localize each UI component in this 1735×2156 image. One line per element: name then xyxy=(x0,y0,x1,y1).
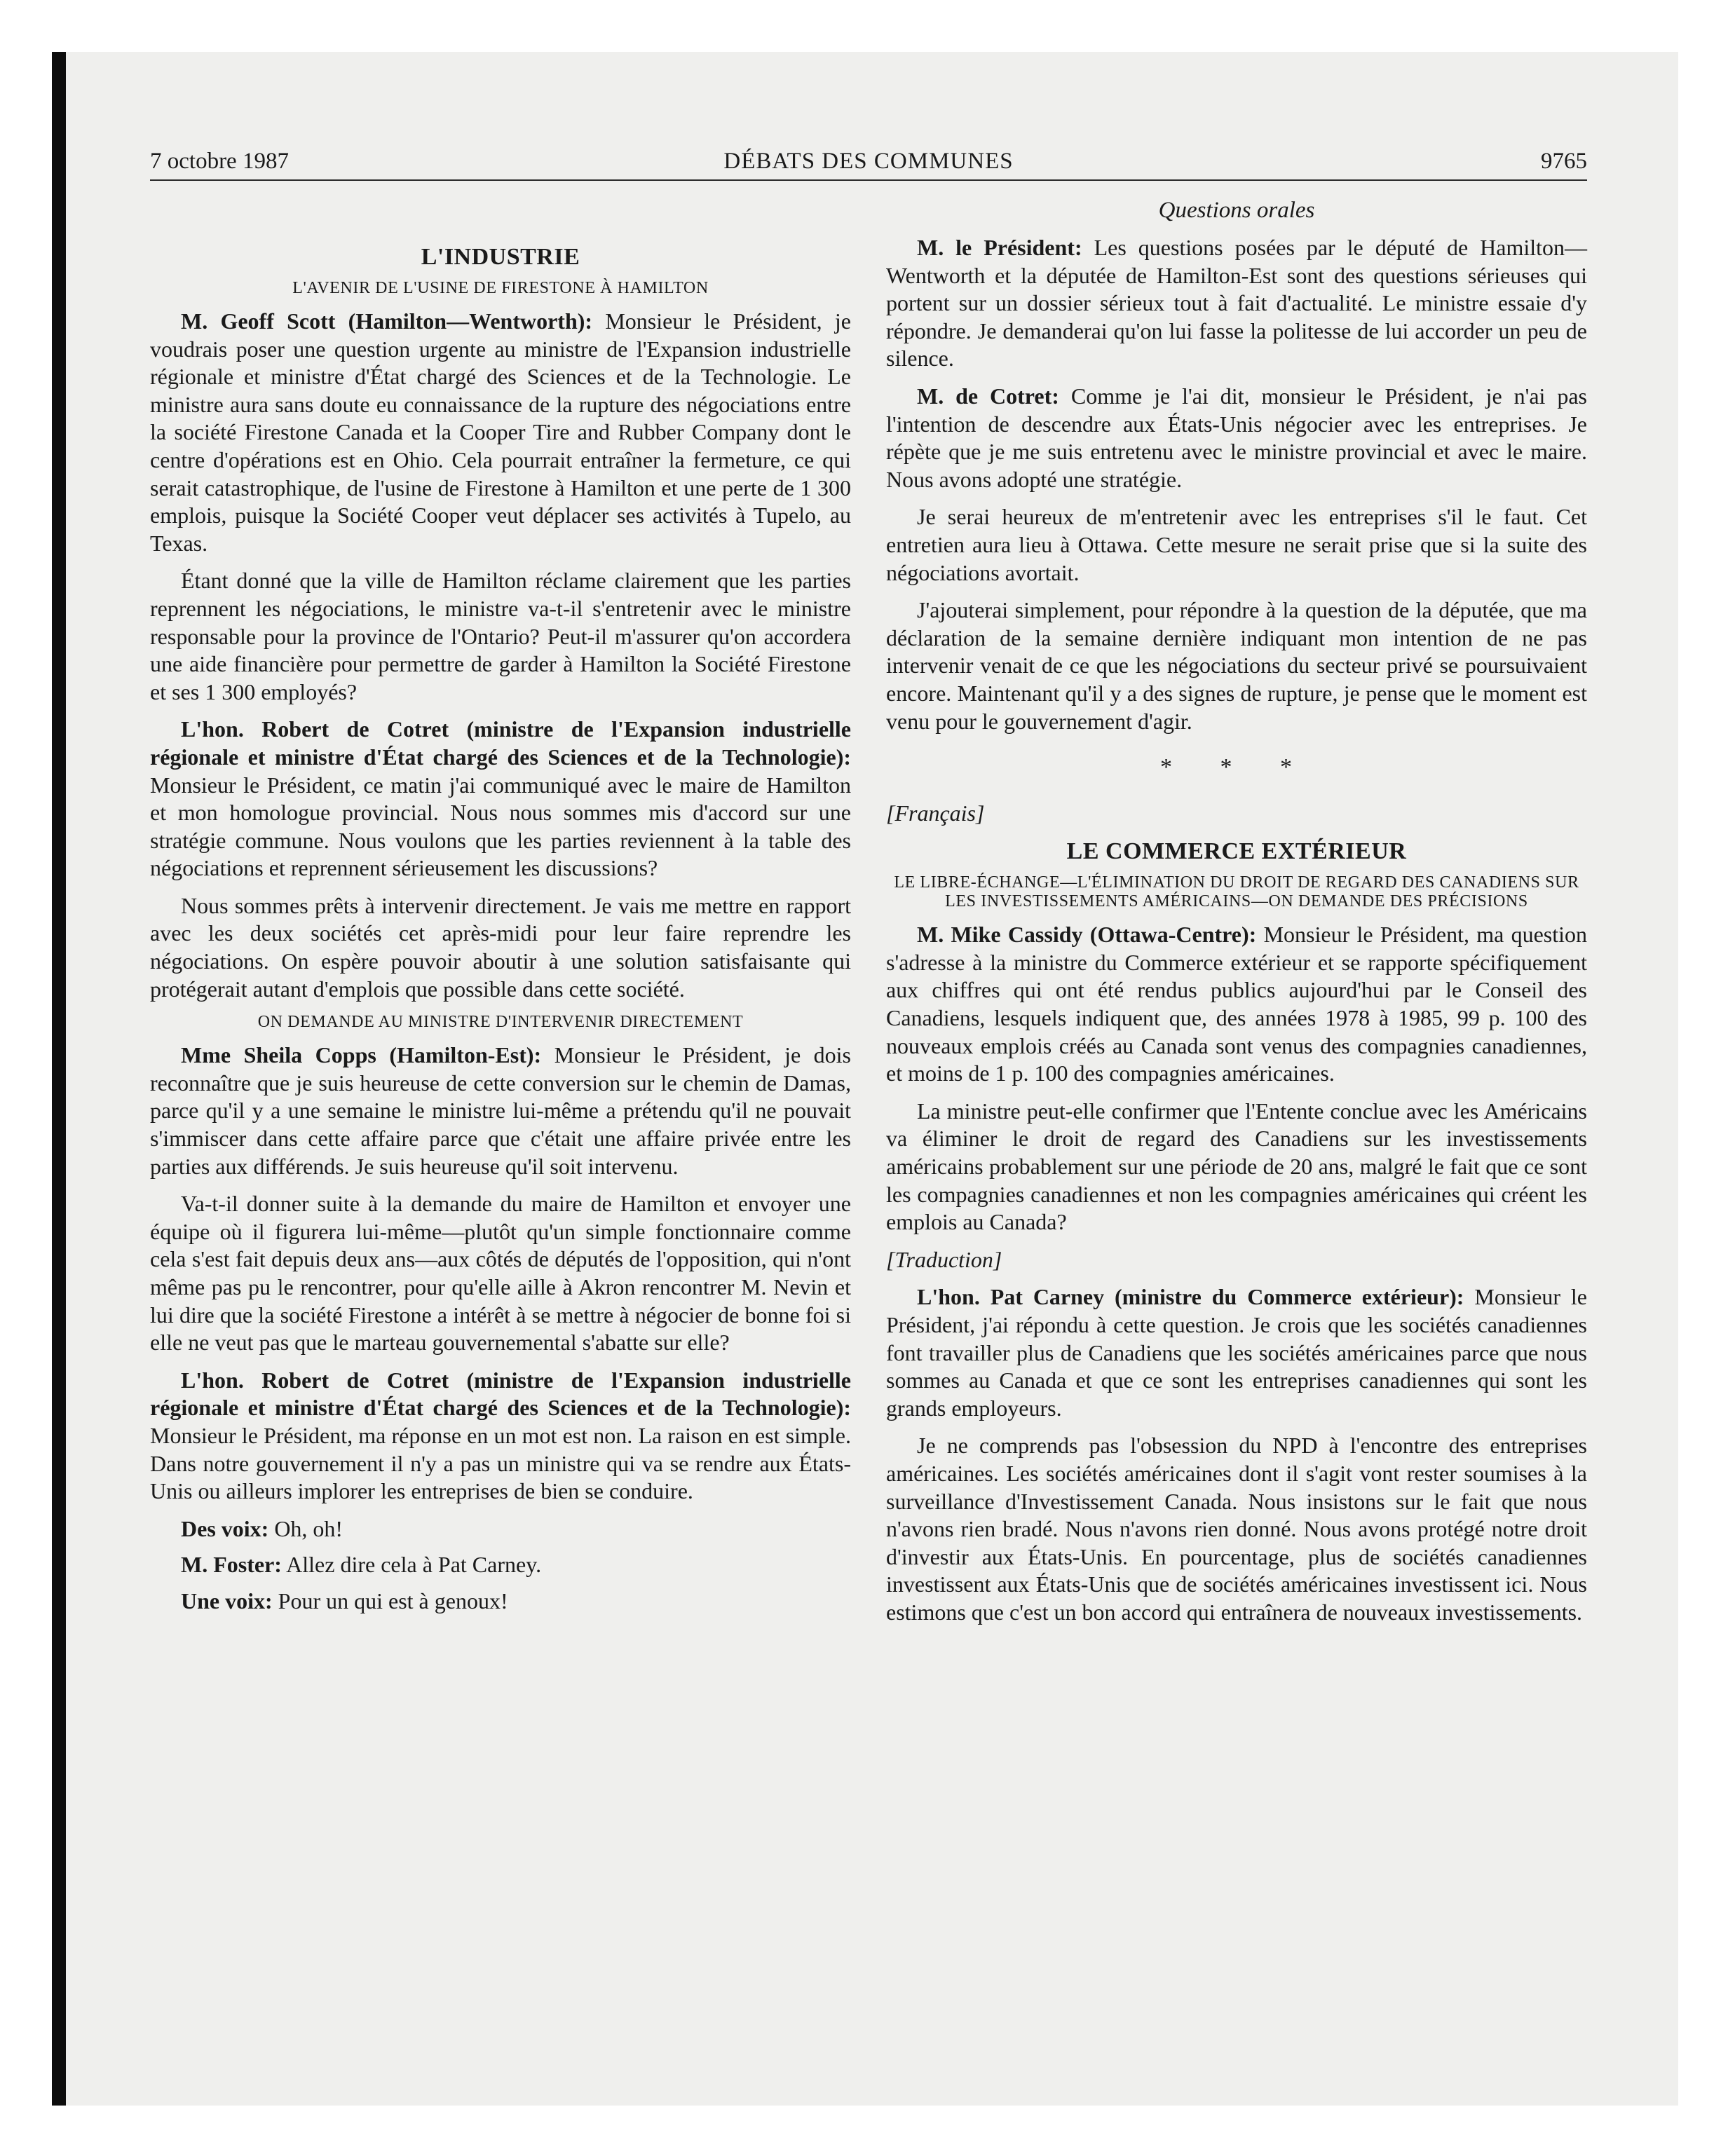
hansard-page xyxy=(150,0,1587,2156)
paragraph xyxy=(150,1551,851,1579)
left-column xyxy=(150,236,851,1624)
speaker: M. Mike Cassidy (Ottawa-Centre): xyxy=(917,922,1257,948)
right-column xyxy=(886,196,1587,1637)
speaker: M. le Président: xyxy=(917,235,1082,260)
speaker: M. Foster: xyxy=(181,1552,282,1578)
paragraph-text: Les questions posées par le député de Hamilton—Wentworth et la députée de Hamilton-Est sont des questions sérieuses qui portent sur un dossier sérieux tout à fait d'actualité. Le ministre essaie d'y répondre. Je demanderai qu'on lui fasse la politesse de lui accorder un peu de silence. xyxy=(886,235,1588,371)
paragraph-text: J'ajouterai simplement, pour répondre à la question de la députée, que ma déclaration de la semaine dernière indiquant mon intention de ne pas intervenir venait de ce que les négociations du secteur privé se poursuivaient encore. Maintenant qu'il y a des signes de rupture, je pense que le moment est venu pour le gouvernement d'agir. xyxy=(886,597,1587,734)
header-date: 7 octobre 1987 xyxy=(150,149,289,174)
paragraph-text: Monsieur le Président, je voudrais poser une question urgente au ministre de l'Expansion industrielle régionale et ministre d'État chargé des Sciences et de la Technologie. Le ministre aura sans doute eu connaissance de la rupture des négociations entre la société Firestone Canada et la Cooper Tire and Rubber Company dont le centre d'opérations est en Ohio. Cela pourrait entraîner la fermeture, ce qui serait catastrophique, de l'usine de Firestone à Hamilton et une perte de 1 300 emplois, puisque la Société Cooper veut déplacer ses activités à Tupelo, au Texas. xyxy=(150,308,852,556)
paragraph-text: Pour un qui est à genoux! xyxy=(272,1588,508,1613)
paragraph xyxy=(886,383,1587,493)
paragraph-text: Monsieur le Président, j'ai répondu à cette question. Je crois que les sociétés canadiennes font travailler plus de Canadiens que les sociétés américaines parce que nous sommes au Canada et que ce sont les entreprises canadiennes qui sont les grands employeurs. xyxy=(886,1284,1588,1421)
running-head: Questions orales xyxy=(1158,198,1315,223)
paragraph xyxy=(150,1042,851,1180)
paragraph xyxy=(150,567,851,706)
paragraph xyxy=(886,1283,1587,1422)
header-title: DÉBATS DES COMMUNES xyxy=(723,149,1014,174)
paragraph xyxy=(150,1588,851,1616)
subhead-libre-echange: LE LIBRE-ÉCHANGE—L'ÉLIMINATION DU DROIT DE REGARD DES CANADIENS SUR LES INVESTISSEMENTS AMÉRICAINS—ON DEMANDE DES PRÉCISIONS xyxy=(894,873,1579,911)
paragraph-text: Nous sommes prêts à intervenir directement. Je vais me mettre en rapport avec les deux sociétés cet après-midi pour leur faire reprendre les négociations. On espère pouvoir aboutir à une solution satisfaisante qui protégerait autant d'emplois que possible dans cette société. xyxy=(150,892,851,1002)
paragraph-text: Monsieur le Président, ma réponse en un mot est non. La raison en est simple. Dans notre gouvernement il n'y a pas un ministre qui va se rendre aux États-Unis ou ailleurs implorer les entreprises de bien se conduire. xyxy=(150,1422,851,1504)
paragraph-text: Allez dire cela à Pat Carney. xyxy=(281,1552,542,1578)
paragraph xyxy=(150,1367,851,1506)
paragraph-text: Monsieur le Président, ma question s'adresse à la ministre du Commerce extérieur et se rapporte spécifiquement aux chiffres qui ont été rendus publics aujourd'hui par le Conseil des Canadiens, lesquels indiquent que, des années 1978 à 1985, 99 p. 100 des nouveaux emplois créés au Canada sont venus des compagnies canadiennes, et moins de 1 p. 100 des compagnies américaines. xyxy=(886,922,1588,1086)
section-title-industrie: L'INDUSTRIE xyxy=(421,244,580,270)
paragraph xyxy=(150,716,851,882)
speaker: Une voix: xyxy=(181,1588,273,1613)
paragraph xyxy=(886,1432,1587,1626)
speaker: M. de Cotret: xyxy=(917,383,1059,409)
subhead-intervenir: ON DEMANDE AU MINISTRE D'INTERVENIR DIRECTEMENT xyxy=(257,1013,744,1032)
speaker: L'hon. Pat Carney (ministre du Commerce extérieur): xyxy=(917,1284,1464,1310)
paragraph xyxy=(150,308,851,557)
page-number: 9765 xyxy=(1541,149,1587,174)
paragraph-text: La ministre peut-elle confirmer que l'Entente conclue avec les Américains va éliminer le droit de regard des Canadiens sur les investissements américains probablement sur une période de 20 ans, malgré le fait que ce sont les compagnies canadiennes et non les compagnies américaines qui créent les emplois au Canada? xyxy=(886,1098,1587,1235)
speaker: Mme Sheila Copps (Hamilton-Est): xyxy=(181,1042,542,1068)
paragraph xyxy=(886,503,1587,587)
section-title-commerce: LE COMMERCE EXTÉRIEUR xyxy=(1066,838,1407,865)
paragraph-text: Je ne comprends pas l'obsession du NPD à l'encontre des entreprises américaines. Les sociétés américaines dont il s'agit vont rester soumises à la surveillance d'Investissement Canada. Nous insistons sur le fait que nous n'avons rien bradé. Nous n'avons rien donné. Nous avons protégé notre droit d'investir aux États-Unis. En pourcentage, plus de sociétés canadiennes investissent aux États-Unis que de sociétés américaines investissent ici. Nous estimons que c'est un bon accord qui entraînera de nouveaux investissements. xyxy=(886,1433,1587,1625)
paragraph-text: Comme je l'ai dit, monsieur le Président, je n'ai pas l'intention de descendre aux États-Unis négocier avec les entreprises. Je répète que je me suis entretenu avec le ministre provincial et avec le maire. Nous avons adopté une stratégie. xyxy=(886,383,1588,492)
language-marker: [Français] xyxy=(886,800,985,826)
paragraph xyxy=(150,892,851,1003)
speaker: M. Geoff Scott (Hamilton—Wentworth): xyxy=(181,308,593,334)
paragraph xyxy=(150,1515,851,1543)
paragraph-text: Va-t-il donner suite à la demande du maire de Hamilton et envoyer une équipe où il figurera lui-même—plutôt qu'un simple fonctionnaire comme cela s'est fait depuis deux ans—aux côtés de députés de l'opposition, qui n'ont même pas pu le rencontrer, pour qu'elle aille à Akron rencontrer M. Nevin et lui dire que la société Firestone a intérêt à se mettre à négocier de bonne foi si elle ne veut pas que le marteau gouvernemental s'abatte sur elle? xyxy=(150,1191,851,1356)
header-rule xyxy=(150,179,1587,181)
section-separator: * * * xyxy=(1160,754,1313,781)
subhead-firestone: L'AVENIR DE L'USINE DE FIRESTONE À HAMILTON xyxy=(292,279,709,297)
paragraph xyxy=(150,1190,851,1357)
paragraph-text: Étant donné que la ville de Hamilton réclame clairement que les parties reprennent les négociations, le ministre va-t-il s'entretenir avec le ministre responsable pour la province de l'Ontario? Peut-il m'assurer qu'on accordera une aide financière pour permettre de garder à Hamilton la Société Firestone et ses 1 300 employés? xyxy=(150,568,851,704)
paragraph-text: Monsieur le Président, je dois reconnaître que je suis heureuse de cette conversion sur le chemin de Damas, parce qu'il y a une semaine le ministre lui-même a prétendu qu'il ne pouvait s'immiscer dans cette affaire parce que c'était une affaire privée entre les parties aux différends. Je suis heureuse qu'il soit intervenu. xyxy=(150,1042,852,1179)
paragraph xyxy=(886,921,1587,1088)
paragraph-text: Je serai heureux de m'entretenir avec les entreprises s'il le faut. Cet entretien aura lieu à Ottawa. Cette mesure ne serait prise que si la suite des négociations avortait. xyxy=(886,504,1587,585)
paragraph xyxy=(886,234,1587,373)
speaker: L'hon. Robert de Cotret (ministre de l'Expansion industrielle régionale et ministre d'État chargé des Sciences et de la Technologie): xyxy=(150,1367,851,1421)
language-marker: [Traduction] xyxy=(886,1246,1002,1272)
paragraph-text: Oh, oh! xyxy=(268,1515,343,1541)
speaker: L'hon. Robert de Cotret (ministre de l'Expansion industrielle régionale et ministre d'État chargé des Sciences et de la Technologie): xyxy=(150,716,851,770)
scan-edge xyxy=(52,52,66,2106)
paragraph xyxy=(886,1098,1587,1236)
paragraph-text: Monsieur le Président, ce matin j'ai communiqué avec le maire de Hamilton et mon homologue provincial. Nous nous sommes mis d'accord sur une stratégie commune. Nous voulons que les parties reviennent à la table des négociations et reprennent sérieusement les discussions? xyxy=(150,772,851,881)
page-header xyxy=(150,146,1587,177)
speaker: Des voix: xyxy=(181,1515,269,1541)
paragraph xyxy=(886,596,1587,735)
